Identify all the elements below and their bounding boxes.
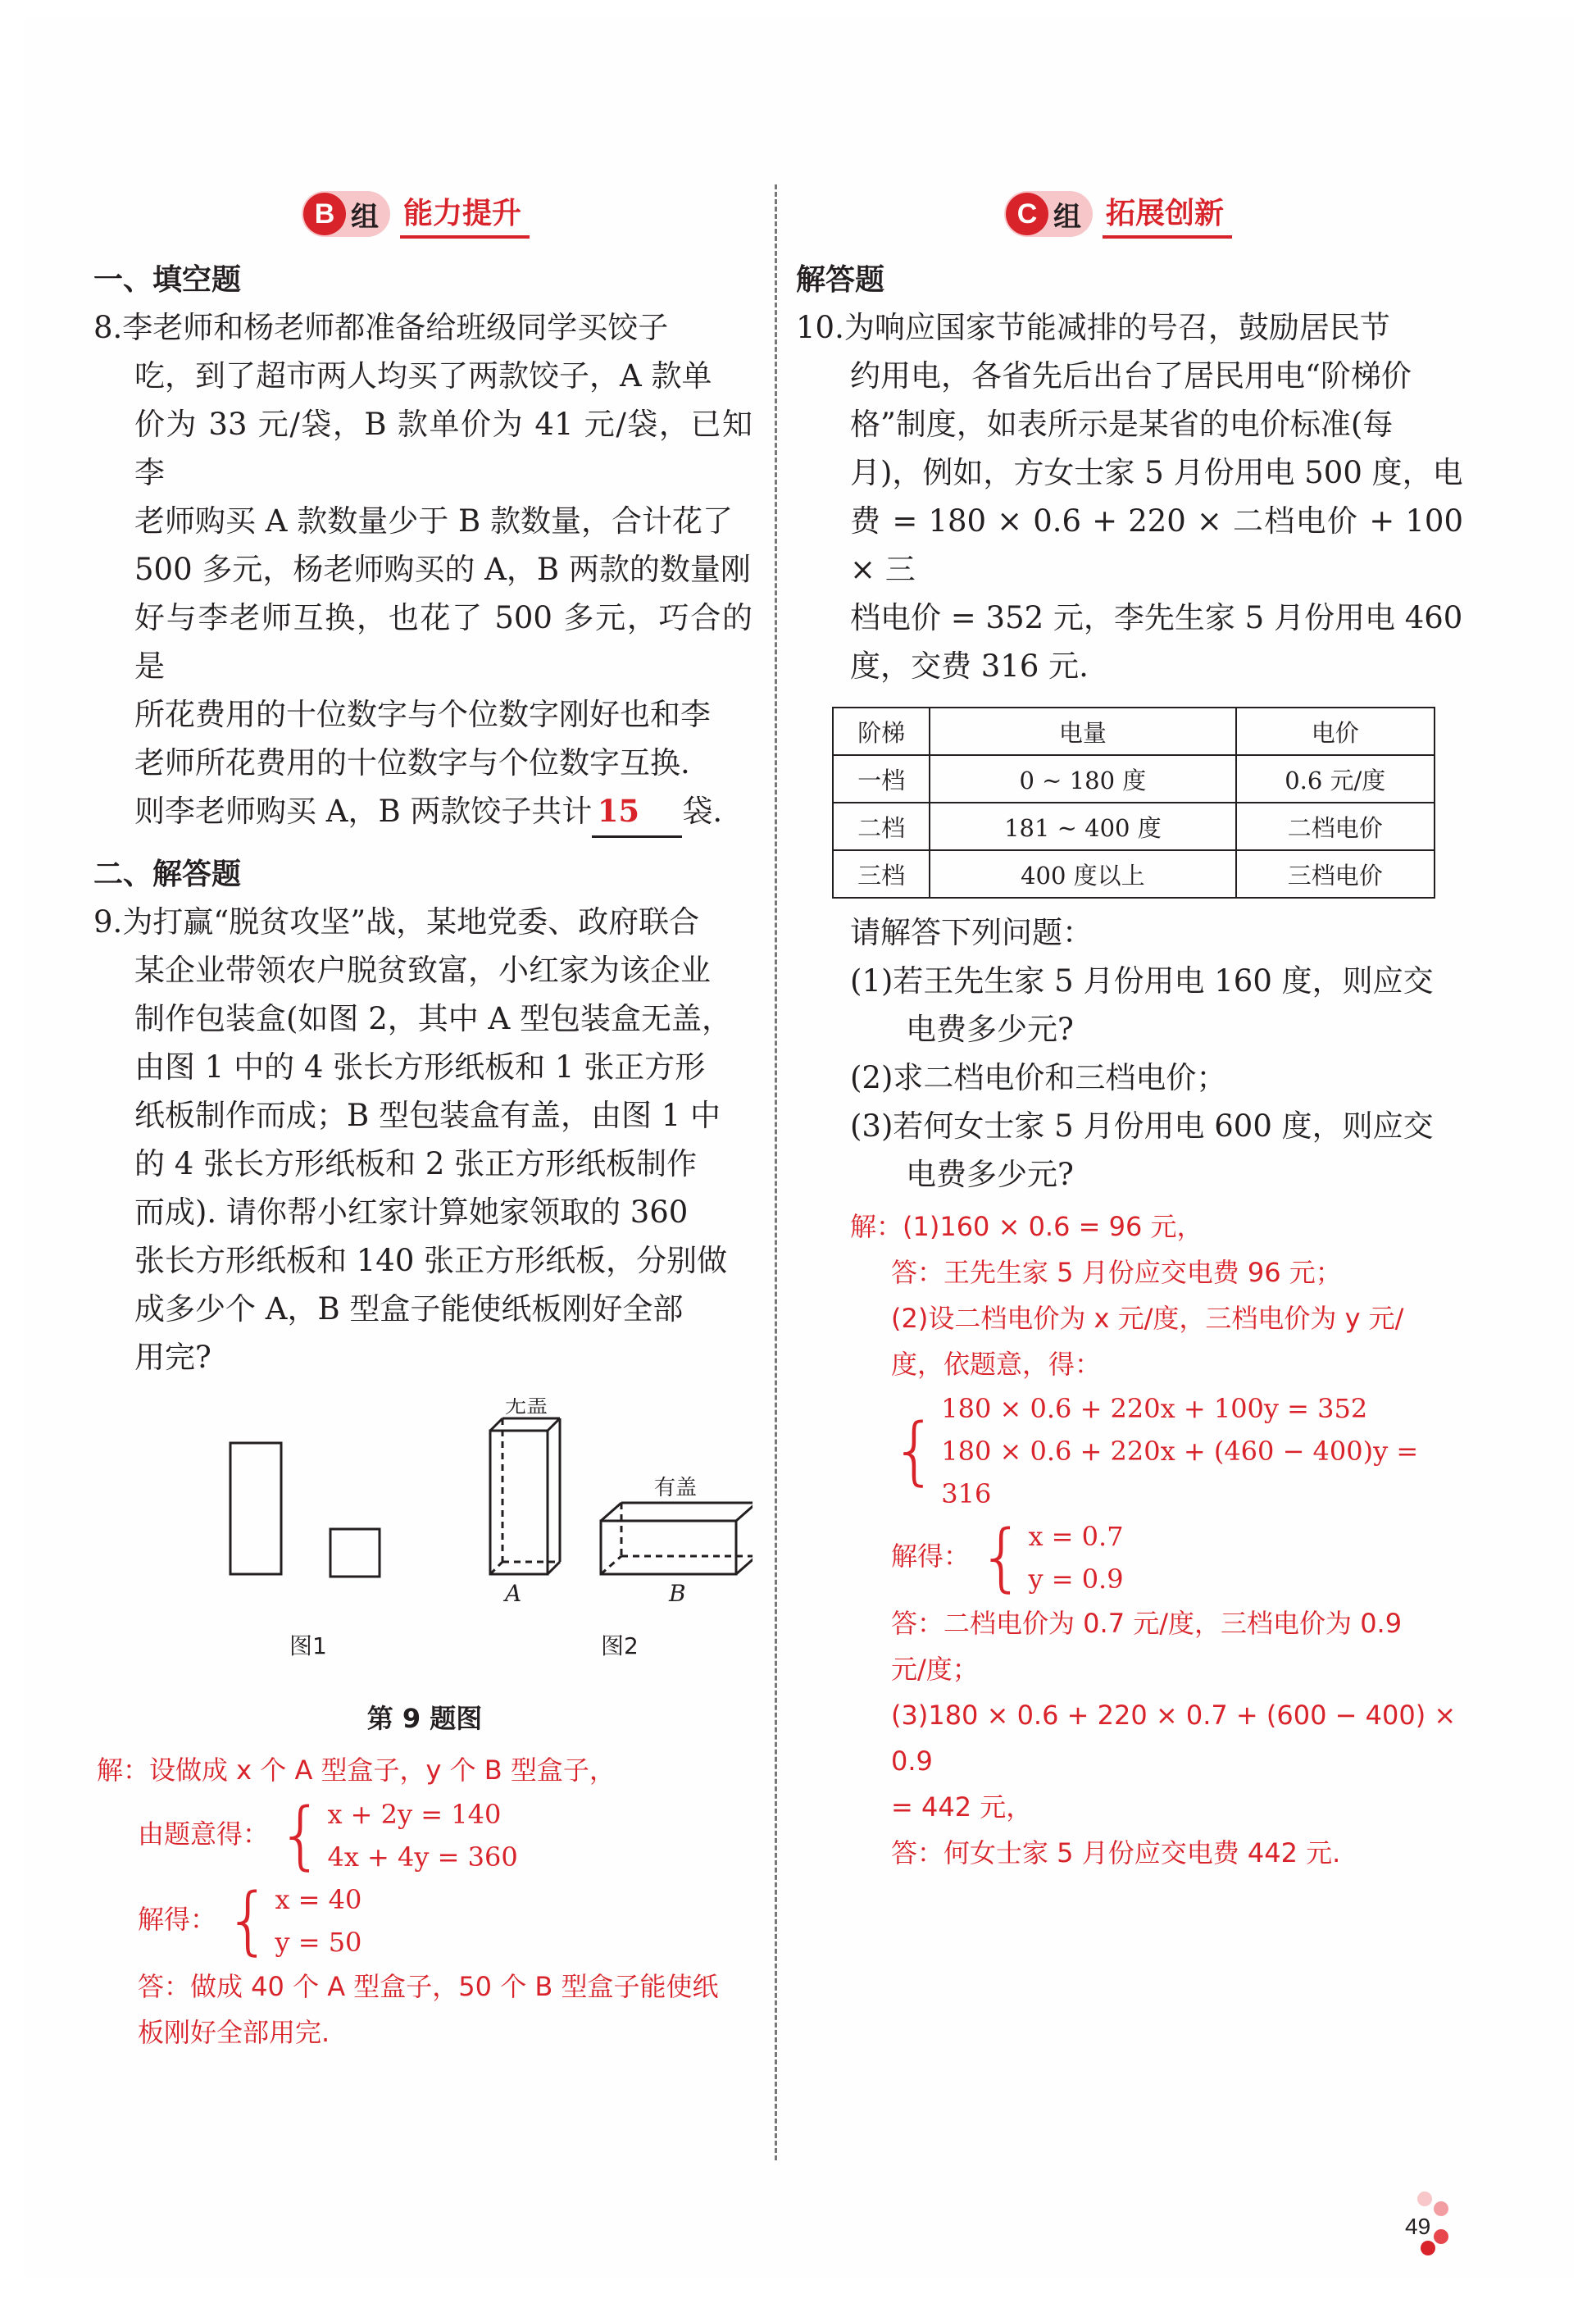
solve-heading: 解答题	[796, 263, 885, 297]
solution-line: (2)设二档电价为 x 元/度，三档电价为 y 元/	[891, 1303, 1404, 1334]
banner-title: 能力提升	[400, 190, 530, 239]
solution-line: 答：王先生家 5 月份应交电费 96 元；	[891, 1257, 1342, 1288]
q8-line: 所花费用的十位数字与个位数字刚好也和李	[134, 697, 711, 732]
equation: x = 40	[275, 1884, 362, 1915]
equation: 4x + 4y = 360	[327, 1841, 518, 1873]
table-cell: 二档电价	[1236, 803, 1435, 850]
left-column	[93, 184, 753, 2055]
solve-label: 解得：	[891, 1541, 971, 1572]
sub-questions	[799, 908, 1463, 1199]
q9-line: 用完?	[134, 1340, 211, 1375]
table-header: 电量	[930, 708, 1235, 755]
q8-line: 好与李老师互换，也花了 500 多元，巧合的是	[134, 600, 753, 684]
price-table	[832, 707, 1435, 899]
box-b	[601, 1503, 753, 1574]
solution-10	[799, 1204, 1463, 1876]
table-cell: 400 度以上	[930, 850, 1235, 898]
equation-system: { 180 × 0.6 + 220x + 100y = 352 180 × 0.6 + 220x + (460 − 400)y = 316	[850, 1387, 1463, 1515]
question-9	[93, 898, 753, 1381]
group-c-banner	[1004, 184, 1463, 243]
label-a: A	[505, 1580, 522, 1607]
prompt: 请解答下列问题：	[850, 915, 1093, 950]
equation-system: 由题意得： { x + 2y = 140 4x + 4y = 360	[138, 1792, 518, 1878]
question-8	[93, 303, 753, 838]
q10-line: 为响应国家节能减排的号召，鼓励居民节	[843, 310, 1390, 345]
equation: 180 × 0.6 + 220x + 100y = 352	[941, 1393, 1368, 1424]
question-number: 9.	[93, 904, 123, 940]
q8-line: 李老师和杨老师都准备给班级同学买饺子	[122, 310, 669, 345]
badge-letter: B	[303, 193, 346, 235]
table-cell: 0 ~ 180 度	[930, 755, 1235, 803]
sub-question-1: (1)若王先生家 5 月份用电 160 度，则应交	[850, 963, 1434, 999]
solution-9	[97, 1747, 753, 2055]
table-row	[833, 850, 1435, 898]
q8-last-line-prefix: 则李老师购买 A，B 两款饺子共计	[134, 794, 593, 829]
table-cell: 三档电价	[1236, 850, 1435, 898]
equation: y = 50	[275, 1927, 362, 1958]
column-divider	[775, 184, 777, 2160]
q9-line: 某企业带领农户脱贫致富，小红家为该企业	[134, 953, 711, 988]
q9-line: 张长方形纸板和 140 张正方形纸板，分别做	[134, 1243, 728, 1278]
table-header: 阶梯	[833, 708, 930, 755]
table-cell: 二档	[833, 803, 930, 850]
q8-line: 价为 33 元/袋，B 款单价为 41 元/袋，已知李	[134, 407, 753, 490]
label-b: B	[669, 1580, 686, 1607]
sub-question-3-cont: 电费多少元?	[906, 1157, 1074, 1192]
rectangle-board	[230, 1443, 281, 1574]
answer-blank: 15	[592, 787, 682, 838]
equation: x + 2y = 140	[327, 1799, 502, 1830]
q8-line: 老师所花费用的十位数字与个位数字互换.	[134, 745, 690, 781]
table-header: 电价	[1236, 708, 1435, 755]
solve-label: 解得：	[138, 1904, 217, 1935]
label-with-lid: 有盖	[654, 1476, 698, 1500]
answer-line: 答：做成 40 个 A 型盒子，50 个 B 型盒子能使纸	[138, 1971, 719, 2002]
square-board	[330, 1529, 380, 1577]
solution-line: = 442 元，	[891, 1791, 1033, 1823]
solution-line: 解：设做成 x 个 A 型盒子，y 个 B 型盒子，	[97, 1755, 616, 1786]
q10-line: 格”制度，如表所示是某省的电价标准(每	[850, 407, 1394, 442]
sub-question-2: (2)求二档电价和三档电价；	[850, 1060, 1227, 1095]
q9-line: 为打赢“脱贫攻坚”战，某地党委、政府联合	[122, 904, 700, 940]
q8-last-line-suffix: 袋.	[682, 794, 723, 829]
solve-heading: 二、解答题	[93, 858, 242, 891]
right-column	[796, 184, 1463, 1876]
figure-caption: 第 9 题图	[366, 1703, 483, 1734]
q8-line: 老师购买 A 款数量少于 B 款数量，合计花了	[134, 503, 733, 539]
q10-line: 月)，例如，方女士家 5 月份用电 500 度，电	[850, 455, 1463, 490]
fig1-label: 图1	[289, 1632, 327, 1659]
q8-line: 500 多元，杨老师购买的 A，B 两款的数量刚	[134, 552, 751, 587]
equation: x = 0.7	[1028, 1521, 1124, 1552]
figure-9	[97, 1398, 753, 1693]
table-cell: 三档	[833, 850, 930, 898]
question-number: 8.	[93, 310, 123, 345]
q9-line: 的 4 张长方形纸板和 2 张正方形纸板制作	[134, 1146, 698, 1181]
group-badge	[302, 191, 390, 237]
sub-question-1-cont: 电费多少元?	[906, 1012, 1074, 1047]
q9-line: 由图 1 中的 4 张长方形纸板和 1 张正方形	[134, 1049, 706, 1085]
group-b-banner	[302, 184, 753, 243]
label-no-lid: 无盖	[505, 1398, 548, 1418]
table-cell: 一档	[833, 755, 930, 803]
question-10	[796, 303, 1463, 690]
sub-question-3: (3)若何女士家 5 月份用电 600 度，则应交	[850, 1108, 1434, 1144]
solution-line: 答：二档电价为 0.7 元/度，三档电价为 0.9	[891, 1608, 1403, 1639]
table-header-row	[833, 708, 1435, 755]
badge-zu: 组	[1053, 200, 1081, 234]
solution-system: 解得： { x = 0.7 y = 0.9	[891, 1514, 1124, 1600]
equation: y = 0.9	[1028, 1563, 1124, 1595]
banner-title: 拓展创新	[1103, 190, 1232, 239]
q10-line: 费 = 180 × 0.6 + 220 × 二档电价 + 100 × 三	[850, 503, 1463, 587]
q9-line: 成多少个 A，B 型盒子能使纸板刚好全部	[134, 1291, 684, 1327]
table-row	[833, 803, 1435, 850]
solution-system: 解得： { x = 40 y = 50	[138, 1877, 362, 1964]
page-number: 49	[1405, 2214, 1431, 2239]
equation: 180 × 0.6 + 220x + (460 − 400)y = 316	[941, 1436, 1419, 1509]
solution-line: (3)180 × 0.6 + 220 × 0.7 + (600 − 400) × 0.9	[891, 1700, 1457, 1777]
q9-line: 制作包装盒(如图 2，其中 A 型包装盒无盖，	[134, 1001, 732, 1036]
q10-line: 度，交费 316 元.	[850, 649, 1089, 684]
q10-line: 约用电，各省先后出台了居民用电“阶梯价	[850, 358, 1412, 394]
setup-label: 由题意得：	[138, 1818, 270, 1850]
table-row	[833, 755, 1435, 803]
q9-line: 纸板制作而成；B 型包装盒有盖，由图 1 中	[134, 1098, 721, 1133]
q9-line: 而成). 请你帮小红家计算她家领取的 360	[134, 1195, 689, 1230]
solution-line: 度，依题意，得：	[891, 1349, 1102, 1380]
solution-line: 解：(1)160 × 0.6 = 96 元，	[850, 1211, 1203, 1242]
fill-blank-heading: 一、填空题	[93, 263, 242, 297]
box-diagram	[97, 1398, 753, 1693]
group-badge	[1004, 191, 1093, 237]
badge-zu: 组	[351, 200, 379, 234]
fig2-label: 图2	[601, 1632, 639, 1659]
badge-letter: C	[1006, 193, 1048, 235]
q10-line: 档电价 = 352 元，李先生家 5 月份用电 460	[850, 600, 1463, 635]
solution-line: 元/度；	[891, 1654, 979, 1685]
answer-line: 板刚好全部用完.	[138, 2017, 330, 2048]
table-cell: 0.6 元/度	[1236, 755, 1435, 803]
box-a	[490, 1418, 560, 1574]
table-cell: 181 ~ 400 度	[930, 803, 1235, 850]
question-number: 10.	[796, 310, 844, 345]
q8-line: 吃，到了超市两人均买了两款饺子，A 款单	[134, 358, 712, 394]
solution-line: 答：何女士家 5 月份应交电费 442 元.	[891, 1837, 1341, 1868]
